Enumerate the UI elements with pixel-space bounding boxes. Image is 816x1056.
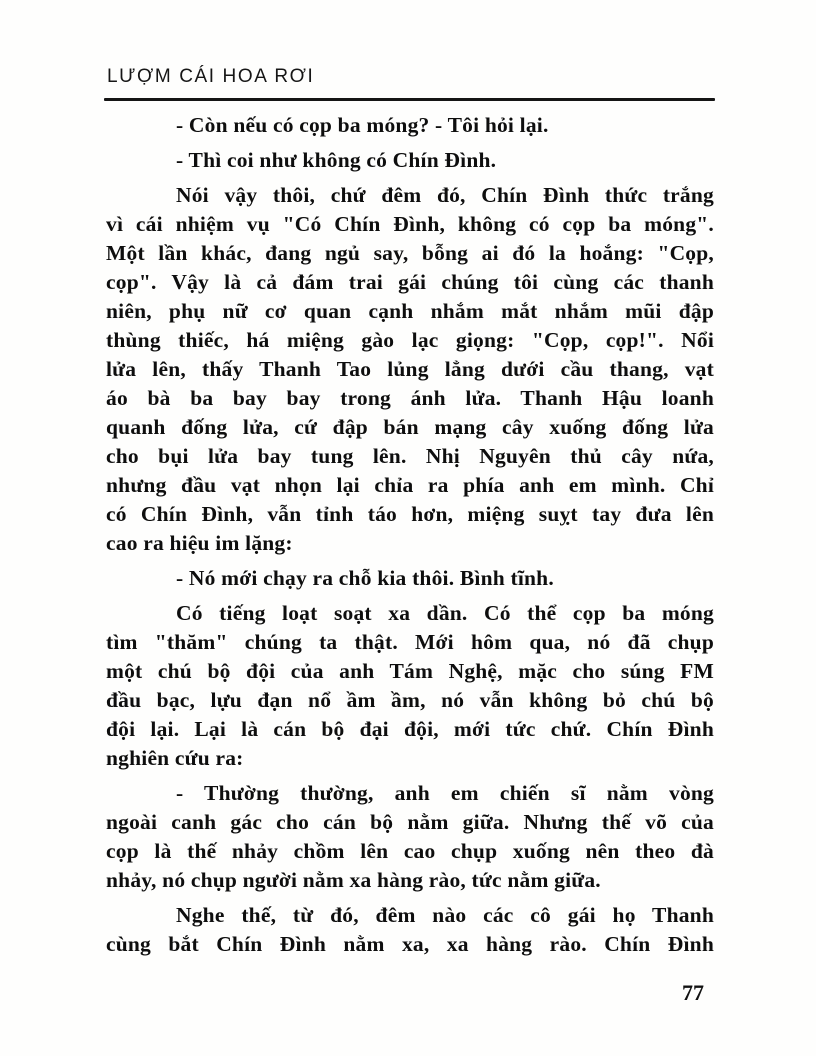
text-line: cùng bắt Chín Đình nằm xa, xa hàng rào. Chín Đình [106,932,714,956]
text-line: - Thường thường, anh em chiến sĩ nằm vòng [176,781,714,805]
text-line: lửa lên, thấy Thanh Tao lủng lẳng dưới cầu thang, vạt [106,357,714,381]
text-line: ngoài canh gác cho cán bộ nằm giữa. Nhưng thế võ của [106,810,714,834]
paragraph [106,564,714,593]
text-line: Một lần khác, đang ngủ say, bỗng ai đó la hoắng: "Cọp, [106,241,714,265]
text-line: Nói vậy thôi, chứ đêm đó, Chín Đình thức trắng [176,183,714,207]
text-line: thùng thiếc, há miệng gào lạc giọng: "Cọp, cọp!". Nổi [106,328,714,352]
text-line: cao ra hiệu im lặng: [106,531,293,555]
text-line: - Thì coi như không có Chín Đình. [176,148,497,172]
text-line: quanh đống lửa, cứ đập bán mạng cây xuống đống lửa [106,415,714,439]
text-line: có Chín Đình, vẫn tỉnh táo hơn, miệng suỵt tay đưa lên [106,502,714,526]
text-line: - Nó mới chạy ra chỗ kia thôi. Bình tĩnh. [176,566,554,590]
text-line: - Còn nếu có cọp ba móng? - Tôi hỏi lại. [176,113,549,137]
text-line: cọp". Vậy là cả đám trai gái chúng tôi cùng các thanh [106,270,714,294]
text-line: Có tiếng loạt soạt xa dần. Có thể cọp ba móng [176,601,714,625]
running-head: LƯỢM CÁI HOA RƠI [107,66,315,87]
text-line: nhảy, nó chụp người nằm xa hàng rào, tức nằm giữa. [106,868,601,892]
text-line: đội lại. Lại là cán bộ đại đội, mới tức chứ. Chín Đình [106,717,714,741]
text-line: vì cái nhiệm vụ "Có Chín Đình, không có cọp ba móng". [106,212,714,236]
paragraph [106,599,714,773]
paragraph [106,901,714,959]
page-number: 77 [682,980,704,1005]
text-line: cho bụi lửa bay tung lên. Nhị Nguyên thủ cây nứa, [106,444,714,468]
text-line: cọp là thế nhảy chồm lên cao chụp xuống nên theo đà [106,839,714,863]
page-body [106,111,714,965]
header-rule [104,98,715,101]
text-line: Nghe thế, từ đó, đêm nào các cô gái họ Thanh [176,903,714,927]
paragraph [106,111,714,140]
text-line: tìm "thăm" chúng ta thật. Mới hôm qua, nó đã chụp [106,630,714,654]
text-line: niên, phụ nữ cơ quan cạnh nhắm mắt nhắm mũi đập [106,299,714,323]
paragraph [106,146,714,175]
text-line: nhưng đầu vạt nhọn lại chỉa ra phía anh em mình. Chỉ [106,473,714,497]
text-line: áo bà ba bay bay trong ánh lửa. Thanh Hậu loanh [106,386,714,410]
text-line: đầu bạc, lựu đạn nổ ầm ầm, nó vẫn không bỏ chú bộ [106,688,714,712]
text-line: một chú bộ đội của anh Tám Nghệ, mặc cho súng FM [106,659,714,683]
paragraph [106,181,714,558]
text-line: nghiên cứu ra: [106,746,244,770]
paragraph [106,779,714,895]
